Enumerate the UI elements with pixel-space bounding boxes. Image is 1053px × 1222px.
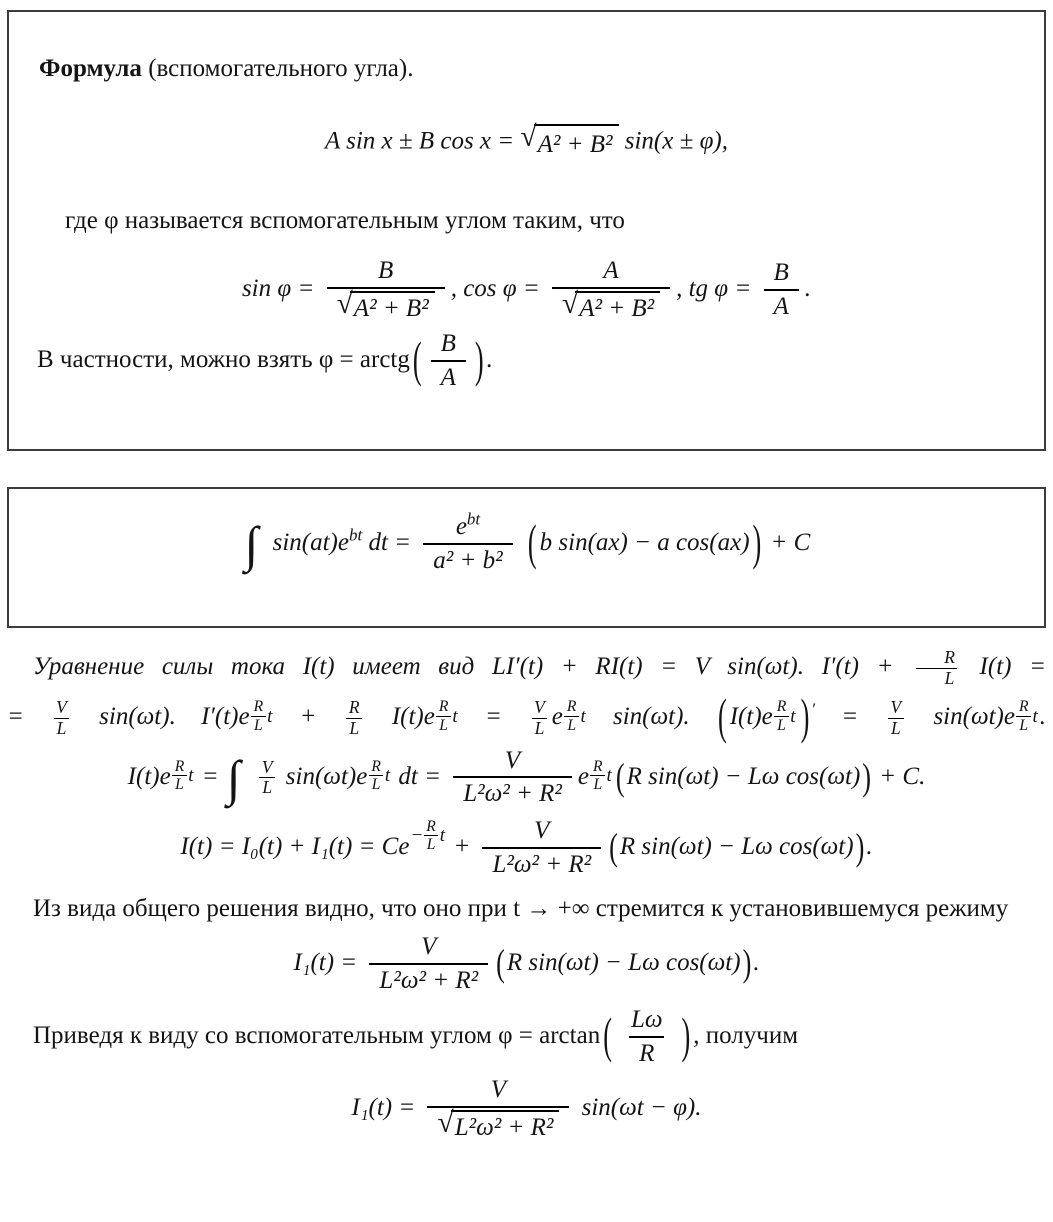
denominator: L: [259, 777, 275, 798]
left-paren: (: [603, 1008, 612, 1064]
para2-text: Из вида общего решения видно, что оно при t → +∞ стремится к установившемуся режиму: [33, 894, 1009, 922]
numerator: V: [261, 756, 273, 777]
exponent-group: [1016, 698, 1038, 734]
para3-equation: [7, 1076, 1046, 1143]
exponent: bt: [466, 509, 481, 529]
numerator: A: [603, 257, 619, 285]
text-run: В частности, можно взять φ = arctg: [37, 345, 410, 373]
fraction: [431, 330, 466, 393]
numerator: R: [253, 698, 264, 716]
right-paren: ): [862, 755, 872, 798]
left-paren: (: [527, 515, 537, 571]
numerator: B: [773, 259, 789, 287]
para3-text: [7, 1006, 1046, 1069]
fraction: [764, 259, 799, 322]
numerator: Lω: [630, 1005, 663, 1033]
math-run: e: [577, 762, 590, 790]
math-run: tg φ =: [688, 275, 752, 303]
exponent-group: [410, 818, 445, 854]
exp-var: t: [452, 705, 458, 727]
math-run: sin(ωt). I′(t)e: [99, 703, 250, 731]
exp-var: t: [384, 764, 391, 786]
integral-sign: ∫: [244, 516, 259, 573]
math-run: I(t)e: [391, 703, 435, 731]
denominator: L²ω² + R²: [369, 963, 488, 996]
exponent-group: [172, 758, 194, 794]
math-text-run: Уравнение силы тока I(t) имеет вид LI′(t) + RI(t) = V sin(ωt). I′(t) +: [33, 652, 894, 680]
denominator: L: [424, 835, 439, 853]
para1-line4: [7, 817, 1046, 880]
left-paren: (: [615, 755, 625, 798]
numerator: V: [534, 697, 545, 718]
fraction: [327, 257, 445, 324]
numerator: [446, 509, 490, 543]
right-paren: ): [742, 942, 752, 985]
small-fraction: [368, 758, 384, 794]
small-fraction: [423, 818, 439, 854]
numerator: V: [56, 697, 67, 718]
radical-sign: √: [561, 288, 579, 320]
exp-var: t: [439, 825, 446, 847]
denominator: a² + b²: [423, 543, 512, 576]
math-run: sin(ωt)e: [933, 703, 1015, 731]
numerator: R: [438, 698, 449, 716]
paren-content: R sin(ωt) − Lω cos(ωt): [506, 949, 741, 977]
text-run: Приведя к виду со вспомогательным углом φ = arctan: [33, 1021, 601, 1049]
exponent: bt: [348, 525, 363, 545]
minus-sign: −: [410, 825, 424, 847]
math-run: e: [551, 703, 563, 731]
math-run: =: [841, 703, 859, 731]
denominator: L: [916, 668, 958, 689]
prime-mark: ′: [812, 699, 817, 719]
exp-var: t: [267, 705, 273, 727]
integral-sign: ∫: [226, 749, 241, 806]
math-run: cos φ =: [463, 275, 540, 303]
math-run: +: [453, 833, 471, 861]
numerator: R: [593, 757, 603, 775]
radicand: A² + B²: [575, 291, 660, 324]
paren-content: R sin(ωt) − Lω cos(ωt): [626, 762, 861, 790]
math-run: dt =: [368, 528, 412, 556]
right-paren: ): [681, 1008, 691, 1064]
math-run: + C.: [879, 762, 926, 790]
denominator: L: [369, 775, 384, 793]
small-fraction: [251, 698, 267, 734]
aux-angle-equation: [35, 120, 1018, 162]
denominator: L: [532, 718, 548, 739]
exp-var: t: [1032, 705, 1038, 727]
numerator: R: [426, 817, 436, 835]
small-fraction: [53, 698, 70, 738]
math-run: I(t)e: [729, 703, 773, 731]
denominator: A: [764, 289, 799, 322]
right-paren: ): [855, 826, 865, 869]
fraction: [423, 509, 512, 576]
denominator: L: [436, 716, 451, 734]
small-fraction: [564, 698, 580, 734]
exponent-group: [436, 698, 458, 734]
fraction: [427, 1076, 569, 1143]
math-run: A sin x ± B cos x =: [325, 127, 515, 155]
exp-var: t: [606, 764, 612, 786]
fraction: [482, 817, 601, 880]
radicand: L²ω² + R²: [451, 1110, 560, 1143]
para1-line1: [7, 648, 1046, 688]
numerator: V: [504, 746, 521, 774]
box1-title-rest: (вспомогательного угла).: [141, 55, 414, 82]
math-run: +: [299, 703, 317, 731]
radicand: A² + B²: [534, 124, 619, 162]
para2-equation: [7, 933, 1046, 996]
numerator: R: [776, 698, 787, 716]
small-fraction: [915, 648, 958, 688]
math-run: sin(ωt − φ).: [581, 1094, 702, 1122]
left-paren: (: [496, 942, 505, 985]
math-run: =: [484, 703, 502, 731]
denominator: [552, 287, 670, 324]
denominator: L: [774, 716, 789, 734]
period: .: [753, 949, 760, 977]
sqrt-expression: [561, 288, 660, 324]
denominator: L: [251, 716, 266, 734]
numerator: B: [440, 329, 456, 357]
numerator: V: [534, 817, 550, 845]
box1-title-keyword: Формула: [39, 55, 142, 82]
where-phi-line: где φ называется вспомогательным углом таким, что: [65, 206, 625, 234]
radical-sign: √: [336, 288, 353, 320]
denominator: L: [172, 775, 187, 793]
exponent-group: [564, 698, 586, 734]
exponent-group: [774, 698, 796, 734]
sin-cos-tg-equation: [35, 257, 1018, 324]
right-paren: ): [800, 689, 810, 745]
fraction: [369, 933, 488, 996]
box1-title: [39, 52, 1018, 86]
exponent-group: [590, 758, 612, 794]
small-fraction: [436, 698, 452, 734]
numerator: V: [890, 697, 902, 718]
math-run: I(t)e: [127, 762, 171, 790]
math-run: sin(at)e: [272, 528, 349, 556]
math-run: I₁(t) =: [351, 1094, 416, 1122]
numerator: B: [378, 257, 394, 285]
denominator: L: [346, 718, 362, 739]
math-run: dt =: [398, 762, 441, 790]
denominator: [427, 1106, 569, 1143]
numerator: R: [1018, 698, 1029, 716]
denominator: L²ω² + R²: [453, 776, 572, 809]
denominator: L: [590, 775, 605, 793]
math-run: sin(ωt).: [613, 703, 690, 731]
text-run: , получим: [693, 1021, 799, 1049]
denominator: [327, 287, 445, 324]
period: .: [1039, 703, 1047, 731]
comma: ,: [450, 275, 457, 303]
radical-sign: √: [437, 1107, 454, 1140]
numerator: R: [174, 757, 185, 775]
sqrt-expression: [520, 120, 618, 162]
math-run: I₁(t) =: [293, 949, 358, 977]
sqrt-expression: [336, 288, 435, 324]
small-fraction: [531, 698, 548, 738]
para1-line3: [7, 747, 1046, 810]
numerator: R: [944, 647, 955, 667]
paren-content: b sin(ax) − a cos(ax): [539, 528, 750, 556]
paren-content: R sin(ωt) − Lω cos(ωt): [619, 833, 854, 861]
left-paren: (: [412, 332, 422, 388]
denominator: L: [564, 716, 579, 734]
left-paren: (: [717, 689, 727, 745]
denominator: A: [431, 360, 466, 393]
exponent-group: [368, 758, 390, 794]
auxiliary-angle-formula-box: [7, 10, 1046, 451]
left-paren: (: [609, 826, 618, 869]
small-fraction: [887, 698, 904, 738]
numerator: R: [566, 698, 577, 716]
comma: ,: [676, 275, 683, 303]
math-run: sin(ωt)e: [285, 762, 368, 790]
integral-formula-box: [7, 487, 1046, 628]
period: .: [486, 345, 493, 373]
fraction: [621, 1006, 673, 1069]
small-fraction: [590, 758, 606, 794]
small-fraction: [346, 698, 363, 738]
numerator: V: [421, 933, 437, 961]
particular-choice-line: [37, 330, 1018, 393]
math-run: =: [201, 762, 219, 790]
fraction: [552, 257, 670, 324]
small-fraction: [259, 758, 276, 798]
sqrt-expression: [437, 1107, 559, 1143]
denominator: L²ω² + R²: [482, 847, 601, 880]
radical-sign: √: [520, 120, 537, 153]
math-run: I(t) = I₀(t) + I₁(t) = Ce: [180, 833, 410, 861]
small-fraction: [172, 758, 188, 794]
numerator: V: [490, 1076, 507, 1104]
right-paren: ): [474, 332, 484, 388]
math-text-run: I(t) =: [979, 652, 1046, 680]
numerator: R: [371, 757, 381, 775]
exp-var: t: [188, 764, 194, 786]
exponent-group: [251, 698, 273, 734]
small-fraction: [1016, 698, 1032, 734]
small-fraction: [774, 698, 790, 734]
denominator: L: [1016, 716, 1031, 734]
radicand: A² + B²: [350, 291, 435, 324]
denominator: R: [629, 1036, 664, 1069]
right-paren: ): [752, 515, 762, 571]
math-run: sin(x ± φ),: [624, 127, 728, 155]
numerator: R: [348, 697, 360, 718]
para1-line2: [7, 689, 1047, 745]
fraction: [453, 747, 572, 810]
derivation-text: [7, 648, 1046, 1143]
exp-var: t: [790, 705, 796, 727]
math-run: =: [7, 703, 24, 731]
math-run: + C: [770, 528, 811, 556]
exp-var: t: [580, 705, 586, 727]
math-run: sin φ =: [241, 275, 315, 303]
denominator: L: [888, 718, 904, 739]
denominator: L: [54, 718, 70, 739]
period: .: [804, 275, 812, 303]
base: e: [455, 513, 467, 540]
period: .: [866, 833, 873, 861]
